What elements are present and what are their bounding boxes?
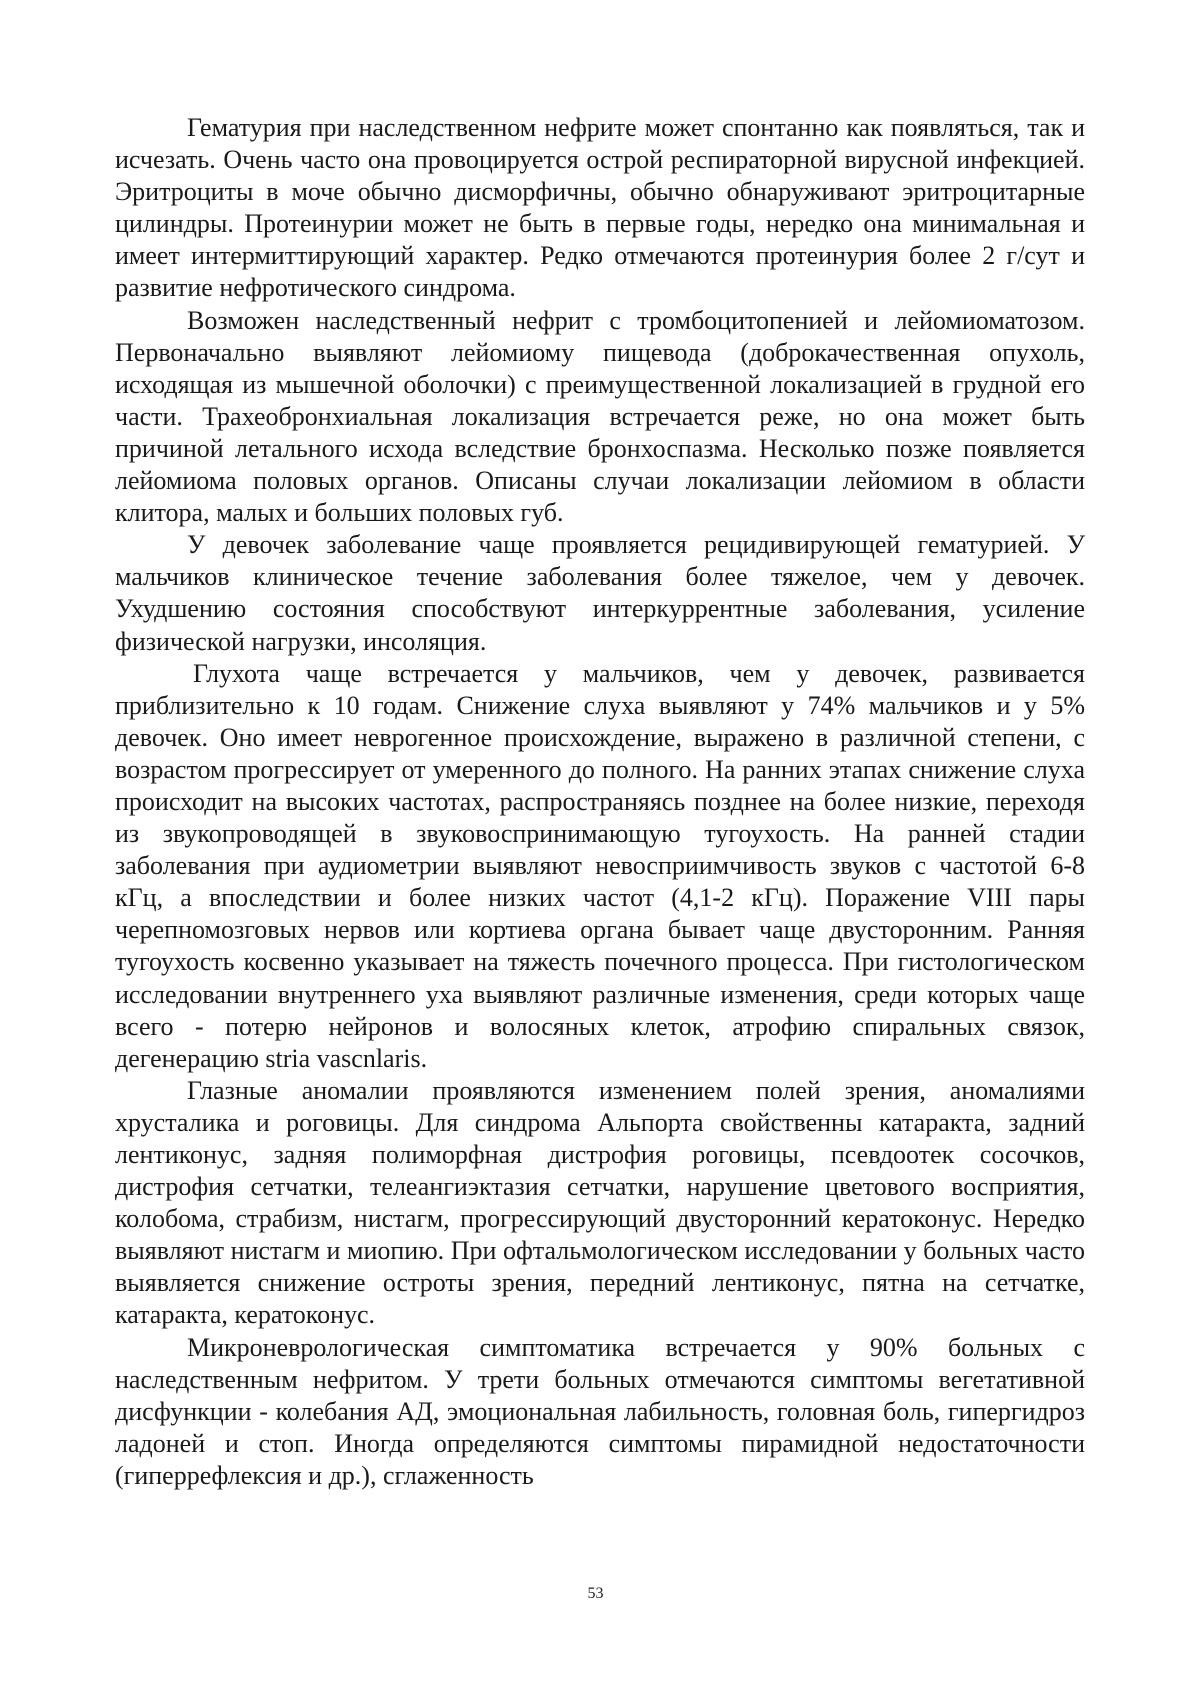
paragraph-hematuria: Гематурия при наследственном нефрите может спонтанно как появляться, так и исчезать. Очень часто она провоцируется острой респираторной вирусной инфекцией. Эритроциты в моче обычно дисморфичны, обычно обнаруживают эритроцитарные цилиндры. Протеинурии может не быть в первые годы, нередко она минимальная и имеет интермиттирующий характер. Редко отмечаются протеинурия более 2 г/сут и развитие нефротического синдрома. xyxy=(115,113,1085,303)
paragraph-neurological: Микроневрологическая симптоматика встречается у 90% больных с наследственным нефритом. У трети больных отмечаются симптомы вегетативной дисфункции - колебания АД, эмоциональная лабильность, головная боль, гипергидроз ладоней и стоп. Иногда определяются симптомы пирамидной недостаточности (гиперрефлексия и др.), сглаженность xyxy=(115,1332,1085,1490)
paragraph-eye-anomalies: Глазные аномалии проявляются изменением полей зрения, аномалиями хрусталика и роговицы. Для синдрома Альпорта свойственны катаракта, задний лентиконус, задняя полиморфная дистрофия роговицы, псевдоотек сосочков, дистрофия сетчатки, телеангиэктазия сетчатки, нарушение цветового восприятия, колобома, страбизм, нистагм, прогрессирующий двусторонний кератоконус. Нередко выявляют нистагм и миопию. При офтальмологическом исследовании у больных часто выявляется снижение остроты зрения, передний лентиконус, пятна на сетчатке, катаракта, кератоконус. xyxy=(115,1075,1085,1330)
page-number: 53 xyxy=(587,1585,604,1602)
paragraph-girls-boys: У девочек заболевание чаще проявляется рецидивирующей гематурией. У мальчиков клиническое течение заболевания более тяжелое, чем у девочек. Ухудшению состояния способствуют интеркуррентные заболевания, усиление физической нагрузки, инсоляция. xyxy=(115,530,1085,656)
body-text xyxy=(115,112,1085,1492)
paragraph-deafness: Глухота чаще встречается у мальчиков, чем у девочек, развивается приблизительно к 10 годам. Снижение слуха выявляют у 74% мальчиков и у 5% девочек. Оно имеет неврогенное происхождение, выражено в различной степени, с возрастом прогрессирует от умеренного до полного. На ранних этапах снижение слуха происходит на высоких частотах, распространяясь позднее на более низкие, переходя из звукопроводящей в звуковоспринимающую тугоухость. На ранней стадии заболевания при аудиометрии выявляют невосприимчивость звуков с частотой 6-8 кГц, а впоследствии и более низких частот (4,1-2 кГц). Поражение VIII пары черепномозговых нервов или кортиева органа бывает чаще двусторонним. Ранняя тугоухость косвенно указывает на тяжесть почечного процесса. При гистологическом исследовании внутреннего уха выявляют различные изменения, среди которых чаще всего - потерю нейронов и волосяных клеток, атрофию спиральных связок, дегенерацию stria vascnlaris. xyxy=(115,658,1085,1073)
paragraph-leiomyomatosis: Возможен наследственный нефрит с тромбоцитопенией и лейомиоматозом. Первоначально выявляют лейомиому пищевода (доброкачественная опухоль, исходящая из мышечной оболочки) с преимущественной локализацией в грудной его части. Трахеобронхиальная локализация встречается реже, но она может быть причиной летального исхода вследствие бронхоспазма. Несколько позже появляется лейомиома половых органов. Описаны случаи локализации лейомиом в области клитора, малых и больших половых губ. xyxy=(115,305,1085,528)
